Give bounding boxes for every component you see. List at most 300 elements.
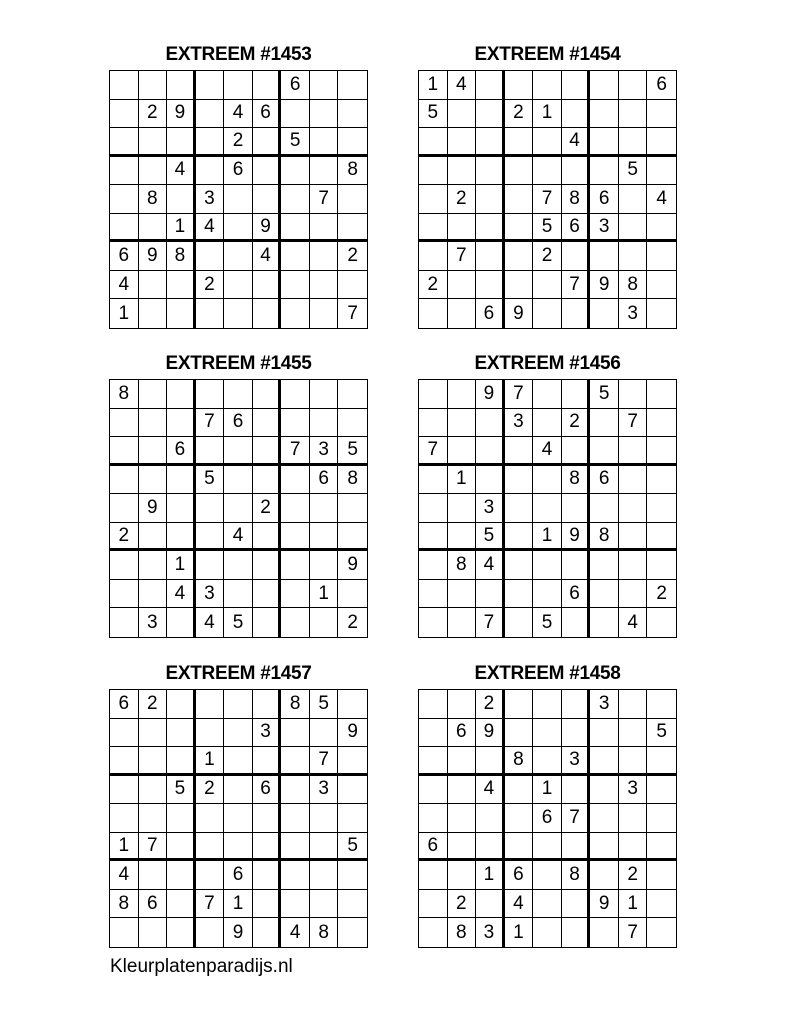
grid-cell[interactable] [619,128,648,157]
grid-cell[interactable] [533,890,562,919]
grid-cell[interactable]: 5 [338,833,367,862]
grid-cell[interactable] [619,437,648,466]
grid-cell[interactable] [167,185,196,214]
grid-cell[interactable]: 7 [310,185,339,214]
grid-cell[interactable] [310,551,339,580]
grid-cell[interactable] [448,437,477,466]
grid-cell[interactable] [505,242,534,271]
grid-cell[interactable] [476,409,505,438]
grid-cell[interactable]: 3 [619,776,648,805]
grid-cell[interactable] [110,437,139,466]
grid-cell[interactable]: 8 [562,185,591,214]
grid-cell[interactable] [533,271,562,300]
grid-cell[interactable] [338,71,367,100]
grid-cell[interactable] [619,804,648,833]
grid-cell[interactable] [476,157,505,186]
grid-cell[interactable]: 2 [533,242,562,271]
grid-cell[interactable] [647,100,676,129]
grid-cell[interactable]: 2 [419,271,448,300]
grid-cell[interactable] [476,271,505,300]
grid-cell[interactable]: 2 [476,690,505,719]
grid-cell[interactable] [253,185,282,214]
grid-cell[interactable]: 6 [419,833,448,862]
grid-cell[interactable] [167,466,196,495]
grid-cell[interactable] [110,580,139,609]
grid-cell[interactable]: 9 [590,271,619,300]
grid-cell[interactable] [310,494,339,523]
grid-cell[interactable] [647,409,676,438]
grid-cell[interactable] [619,466,648,495]
grid-cell[interactable]: 4 [281,918,310,947]
grid-cell[interactable] [139,580,168,609]
grid-cell[interactable] [196,494,225,523]
grid-cell[interactable]: 4 [167,580,196,609]
grid-cell[interactable] [562,918,591,947]
grid-cell[interactable]: 4 [224,523,253,552]
grid-cell[interactable] [533,833,562,862]
grid-cell[interactable] [619,833,648,862]
grid-cell[interactable] [476,580,505,609]
grid-cell[interactable]: 8 [562,861,591,890]
grid-cell[interactable] [253,580,282,609]
grid-cell[interactable]: 6 [110,690,139,719]
grid-cell[interactable]: 3 [619,299,648,328]
grid-cell[interactable] [647,214,676,243]
grid-cell[interactable] [338,271,367,300]
grid-cell[interactable] [448,157,477,186]
grid-cell[interactable] [167,833,196,862]
grid-cell[interactable]: 6 [110,242,139,271]
grid-cell[interactable]: 4 [448,71,477,100]
grid-cell[interactable] [590,918,619,947]
grid-cell[interactable]: 9 [338,719,367,748]
grid-cell[interactable] [196,299,225,328]
grid-cell[interactable] [196,690,225,719]
grid-cell[interactable] [224,776,253,805]
grid-cell[interactable] [224,271,253,300]
grid-cell[interactable]: 4 [253,242,282,271]
grid-cell[interactable] [224,580,253,609]
grid-cell[interactable] [310,523,339,552]
grid-cell[interactable] [647,437,676,466]
grid-cell[interactable]: 8 [310,918,339,947]
grid-cell[interactable] [253,747,282,776]
grid-cell[interactable] [419,466,448,495]
grid-cell[interactable] [533,466,562,495]
grid-cell[interactable] [338,494,367,523]
grid-cell[interactable] [253,523,282,552]
grid-cell[interactable] [619,214,648,243]
grid-cell[interactable] [253,918,282,947]
grid-cell[interactable] [533,551,562,580]
grid-cell[interactable]: 7 [448,242,477,271]
grid-cell[interactable] [419,380,448,409]
grid-cell[interactable] [619,747,648,776]
grid-cell[interactable] [647,608,676,637]
grid-cell[interactable] [253,380,282,409]
grid-cell[interactable] [562,299,591,328]
grid-cell[interactable] [590,551,619,580]
grid-cell[interactable]: 7 [139,833,168,862]
grid-cell[interactable] [647,271,676,300]
grid-cell[interactable] [139,466,168,495]
grid-cell[interactable] [619,380,648,409]
grid-cell[interactable]: 9 [139,494,168,523]
grid-cell[interactable] [448,128,477,157]
grid-cell[interactable] [419,128,448,157]
grid-cell[interactable]: 6 [505,861,534,890]
grid-cell[interactable] [619,494,648,523]
grid-cell[interactable] [253,833,282,862]
grid-cell[interactable]: 2 [196,271,225,300]
grid-cell[interactable] [448,214,477,243]
grid-cell[interactable] [419,214,448,243]
grid-cell[interactable] [110,551,139,580]
grid-cell[interactable] [253,690,282,719]
grid-cell[interactable]: 9 [476,380,505,409]
grid-cell[interactable] [505,185,534,214]
grid-cell[interactable] [419,890,448,919]
grid-cell[interactable]: 3 [139,608,168,637]
grid-cell[interactable] [310,409,339,438]
grid-cell[interactable] [562,719,591,748]
grid-cell[interactable] [110,747,139,776]
grid-cell[interactable] [590,494,619,523]
grid-cell[interactable] [448,690,477,719]
grid-cell[interactable]: 7 [196,409,225,438]
grid-cell[interactable] [139,804,168,833]
grid-cell[interactable] [590,804,619,833]
grid-cell[interactable] [647,523,676,552]
grid-cell[interactable] [562,71,591,100]
grid-cell[interactable]: 8 [281,690,310,719]
grid-cell[interactable] [281,776,310,805]
grid-cell[interactable] [448,804,477,833]
grid-cell[interactable] [476,804,505,833]
grid-cell[interactable]: 5 [281,128,310,157]
grid-cell[interactable]: 3 [505,409,534,438]
grid-cell[interactable]: 1 [224,890,253,919]
grid-cell[interactable] [419,299,448,328]
grid-cell[interactable] [139,551,168,580]
grid-cell[interactable] [476,747,505,776]
grid-cell[interactable]: 8 [448,551,477,580]
grid-cell[interactable] [619,100,648,129]
grid-cell[interactable] [196,551,225,580]
grid-cell[interactable] [505,437,534,466]
grid-cell[interactable] [338,409,367,438]
grid-cell[interactable] [448,523,477,552]
grid-cell[interactable] [196,100,225,129]
grid-cell[interactable]: 9 [139,242,168,271]
grid-cell[interactable]: 3 [476,494,505,523]
grid-cell[interactable] [419,804,448,833]
grid-cell[interactable]: 8 [448,918,477,947]
grid-cell[interactable] [448,747,477,776]
grid-cell[interactable] [590,747,619,776]
grid-cell[interactable] [590,776,619,805]
grid-cell[interactable] [448,776,477,805]
grid-cell[interactable]: 7 [196,890,225,919]
grid-cell[interactable] [139,299,168,328]
grid-cell[interactable]: 8 [338,157,367,186]
grid-cell[interactable]: 8 [562,466,591,495]
grid-cell[interactable] [224,71,253,100]
grid-cell[interactable] [281,551,310,580]
grid-cell[interactable] [505,157,534,186]
grid-cell[interactable] [224,833,253,862]
grid-cell[interactable] [448,608,477,637]
grid-cell[interactable] [448,409,477,438]
grid-cell[interactable]: 9 [167,100,196,129]
grid-cell[interactable] [281,861,310,890]
grid-cell[interactable] [590,157,619,186]
grid-cell[interactable]: 7 [281,437,310,466]
grid-cell[interactable]: 2 [338,242,367,271]
grid-cell[interactable] [338,690,367,719]
grid-cell[interactable]: 3 [310,776,339,805]
grid-cell[interactable]: 3 [196,580,225,609]
grid-cell[interactable] [562,833,591,862]
grid-cell[interactable]: 2 [647,580,676,609]
grid-cell[interactable]: 1 [110,833,139,862]
grid-cell[interactable] [476,833,505,862]
grid-cell[interactable] [533,409,562,438]
grid-cell[interactable]: 2 [562,409,591,438]
grid-cell[interactable] [281,380,310,409]
grid-cell[interactable] [310,242,339,271]
grid-cell[interactable]: 6 [253,776,282,805]
grid-cell[interactable] [647,380,676,409]
grid-cell[interactable] [647,551,676,580]
grid-cell[interactable] [419,747,448,776]
grid-cell[interactable] [338,523,367,552]
grid-cell[interactable]: 5 [590,380,619,409]
grid-cell[interactable] [110,157,139,186]
grid-cell[interactable]: 6 [224,157,253,186]
grid-cell[interactable] [196,804,225,833]
grid-cell[interactable]: 4 [167,157,196,186]
grid-cell[interactable] [419,523,448,552]
grid-cell[interactable] [533,918,562,947]
grid-cell[interactable]: 7 [476,608,505,637]
grid-cell[interactable] [505,523,534,552]
grid-cell[interactable] [338,128,367,157]
grid-cell[interactable] [619,242,648,271]
grid-cell[interactable] [224,804,253,833]
grid-cell[interactable] [310,299,339,328]
grid-cell[interactable] [281,271,310,300]
grid-cell[interactable] [281,185,310,214]
grid-cell[interactable] [167,690,196,719]
grid-cell[interactable] [167,890,196,919]
grid-cell[interactable] [310,861,339,890]
grid-cell[interactable] [281,242,310,271]
grid-cell[interactable] [647,804,676,833]
grid-cell[interactable]: 9 [253,214,282,243]
grid-cell[interactable]: 8 [338,466,367,495]
grid-cell[interactable] [590,409,619,438]
grid-cell[interactable] [167,494,196,523]
grid-cell[interactable] [281,580,310,609]
grid-cell[interactable]: 6 [590,466,619,495]
grid-cell[interactable] [647,861,676,890]
grid-cell[interactable] [448,580,477,609]
grid-cell[interactable] [419,918,448,947]
grid-cell[interactable] [647,918,676,947]
grid-cell[interactable] [224,719,253,748]
grid-cell[interactable]: 6 [139,890,168,919]
grid-cell[interactable] [196,71,225,100]
grid-cell[interactable] [253,299,282,328]
grid-cell[interactable] [224,690,253,719]
grid-cell[interactable] [533,128,562,157]
grid-cell[interactable]: 4 [562,128,591,157]
grid-cell[interactable] [533,861,562,890]
grid-cell[interactable] [476,185,505,214]
grid-cell[interactable] [505,608,534,637]
grid-cell[interactable] [590,242,619,271]
grid-cell[interactable] [310,157,339,186]
grid-cell[interactable] [619,523,648,552]
grid-cell[interactable] [310,214,339,243]
grid-cell[interactable]: 7 [310,747,339,776]
grid-cell[interactable]: 7 [347,302,358,324]
grid-cell[interactable] [310,833,339,862]
grid-cell[interactable] [310,71,339,100]
grid-cell[interactable] [419,719,448,748]
grid-cell[interactable] [110,100,139,129]
grid-cell[interactable] [505,271,534,300]
grid-cell[interactable] [476,71,505,100]
grid-cell[interactable] [139,747,168,776]
grid-cell[interactable] [281,494,310,523]
grid-cell[interactable] [196,380,225,409]
grid-cell[interactable] [196,242,225,271]
grid-cell[interactable] [562,157,591,186]
grid-cell[interactable]: 3 [253,719,282,748]
grid-cell[interactable]: 8 [110,380,139,409]
grid-cell[interactable] [647,776,676,805]
grid-cell[interactable] [110,608,139,637]
grid-cell[interactable] [196,918,225,947]
grid-cell[interactable]: 1 [476,861,505,890]
grid-cell[interactable] [338,776,367,805]
grid-cell[interactable] [533,299,562,328]
grid-cell[interactable] [476,128,505,157]
grid-cell[interactable] [562,776,591,805]
grid-cell[interactable] [110,214,139,243]
grid-cell[interactable] [139,157,168,186]
grid-cell[interactable] [167,128,196,157]
grid-cell[interactable] [253,409,282,438]
grid-cell[interactable]: 1 [167,214,196,243]
grid-cell[interactable] [505,551,534,580]
grid-cell[interactable] [448,100,477,129]
grid-cell[interactable]: 6 [253,100,282,129]
grid-cell[interactable]: 6 [224,861,253,890]
grid-cell[interactable] [310,128,339,157]
grid-cell[interactable]: 1 [533,776,562,805]
grid-cell[interactable]: 3 [590,214,619,243]
grid-cell[interactable]: 4 [505,890,534,919]
grid-cell[interactable]: 3 [590,690,619,719]
grid-cell[interactable]: 2 [253,494,282,523]
grid-cell[interactable]: 7 [619,918,648,947]
grid-cell[interactable] [647,890,676,919]
grid-cell[interactable]: 1 [448,466,477,495]
grid-cell[interactable]: 4 [110,861,139,890]
grid-cell[interactable] [167,299,196,328]
grid-cell[interactable] [110,409,139,438]
grid-cell[interactable] [196,833,225,862]
grid-cell[interactable]: 4 [619,608,648,637]
grid-cell[interactable]: 9 [562,523,591,552]
grid-cell[interactable] [590,719,619,748]
grid-cell[interactable] [281,719,310,748]
grid-cell[interactable]: 9 [590,890,619,919]
grid-cell[interactable] [419,776,448,805]
grid-cell[interactable]: 5 [310,690,339,719]
grid-cell[interactable]: 3 [476,918,505,947]
grid-cell[interactable] [647,157,676,186]
grid-cell[interactable] [419,242,448,271]
grid-cell[interactable] [647,299,676,328]
grid-cell[interactable] [281,409,310,438]
grid-cell[interactable] [253,71,282,100]
grid-cell[interactable] [562,608,591,637]
grid-cell[interactable]: 8 [110,890,139,919]
grid-cell[interactable] [253,890,282,919]
grid-cell[interactable] [310,804,339,833]
grid-cell[interactable] [281,833,310,862]
grid-cell[interactable] [505,466,534,495]
grid-cell[interactable] [590,580,619,609]
grid-cell[interactable] [253,861,282,890]
grid-cell[interactable]: 7 [505,380,534,409]
grid-cell[interactable]: 2 [139,690,168,719]
grid-cell[interactable] [167,918,196,947]
grid-cell[interactable] [505,128,534,157]
grid-cell[interactable] [224,185,253,214]
grid-cell[interactable] [476,100,505,129]
grid-cell[interactable]: 2 [224,128,253,157]
grid-cell[interactable] [505,804,534,833]
grid-cell[interactable] [448,861,477,890]
grid-cell[interactable] [562,690,591,719]
grid-cell[interactable]: 4 [476,551,505,580]
grid-cell[interactable] [110,71,139,100]
grid-cell[interactable] [448,271,477,300]
grid-cell[interactable] [110,185,139,214]
grid-cell[interactable] [139,523,168,552]
grid-cell[interactable] [505,833,534,862]
grid-cell[interactable]: 2 [196,776,225,805]
grid-cell[interactable]: 2 [448,890,477,919]
grid-cell[interactable]: 2 [347,611,358,633]
grid-cell[interactable] [338,214,367,243]
grid-cell[interactable] [590,437,619,466]
grid-cell[interactable] [281,890,310,919]
grid-cell[interactable]: 4 [647,185,676,214]
grid-cell[interactable] [139,380,168,409]
grid-cell[interactable] [590,833,619,862]
grid-cell[interactable] [590,608,619,637]
grid-cell[interactable] [281,804,310,833]
grid-cell[interactable] [338,890,367,919]
grid-cell[interactable] [110,719,139,748]
grid-cell[interactable] [110,804,139,833]
